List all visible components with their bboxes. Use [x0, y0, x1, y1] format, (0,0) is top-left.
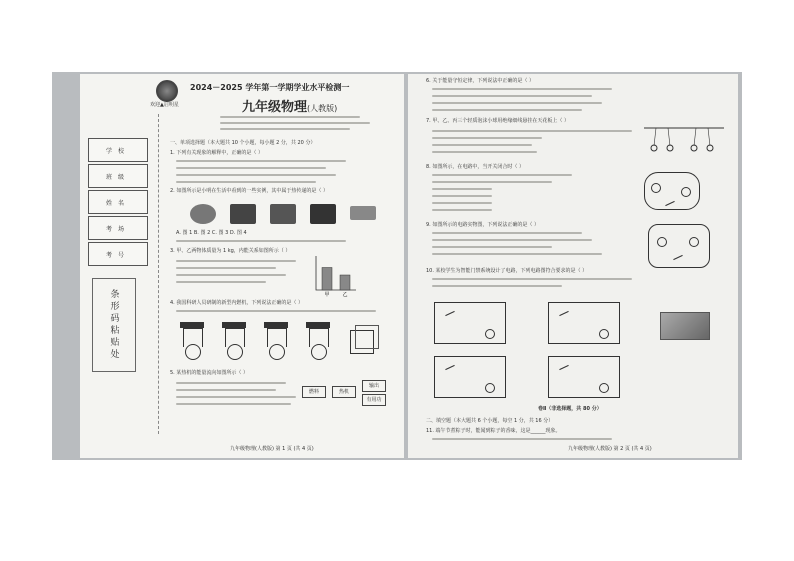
cube-diagram: [350, 330, 374, 354]
field-class: 班级: [88, 164, 148, 188]
student-info-gutter: [80, 138, 155, 398]
part2-heading: 卷Ⅱ（非选择题，共 80 分）: [538, 406, 602, 412]
option-line: [432, 95, 592, 97]
q4-text: 4. 我国科研人员研制的新型内燃机，下列说法正确的是（ ）: [170, 300, 303, 306]
option-line: [176, 181, 316, 183]
iron-image: [350, 206, 376, 220]
q6-text: 6. 关于能量守恒定律，下列说法中正确的是（ ）: [426, 78, 534, 84]
option-line: [176, 274, 286, 276]
option-line: [432, 102, 602, 104]
instruction-line: [220, 128, 350, 130]
hands-image: [230, 204, 256, 224]
circuit-diagram-q9: [648, 224, 710, 268]
slide-image: [310, 204, 336, 224]
option-line: [432, 137, 542, 139]
q10-text: 10. 某校学生为智能门禁系统设计了电路，下列电路图符合要求的是（ ）: [426, 268, 588, 274]
option-line: [432, 174, 572, 176]
right-footer: 九年级物理(人教版) 第 2 页 (共 4 页): [568, 446, 652, 452]
option-line: [176, 167, 326, 169]
q3-text: 3. 甲、乙两物体质量为 1 kg，内能关系如图所示（ ）: [170, 248, 291, 254]
option-line: [176, 267, 276, 269]
option-line: [432, 109, 582, 111]
stove-image: [270, 204, 296, 224]
option-line: [176, 174, 336, 176]
right-page: [408, 74, 738, 458]
q9-text: 9. 如图所示的电路实物图，下列说法正确的是（ ）: [426, 222, 539, 228]
option-line: [432, 88, 612, 90]
left-footer: 九年级物理(人教版) 第 1 页 (共 4 页): [230, 446, 314, 452]
exam-title: 2024－2025 学年第一学期学业水平检测一: [190, 83, 350, 92]
option-line: [432, 232, 582, 234]
bar-0: [322, 268, 332, 291]
field-name: 姓名: [88, 190, 148, 214]
option-line: [432, 246, 552, 248]
option-line: [176, 396, 296, 398]
q7-text: 7. 甲、乙、丙三个轻质泡沫小球用绝缘细线悬挂在天花板上（ ）: [426, 118, 569, 124]
q11-text: 11. 端午节煮粽子时，能闻到粽子的香味，这是______现象。: [426, 428, 561, 434]
brand-text: 欢迎▲启明星: [150, 102, 179, 108]
option-line: [176, 281, 266, 283]
q2-options: A. 图 1 B. 图 2 C. 图 3 D. 图 4: [176, 230, 247, 236]
flow-engine: 热机: [332, 386, 356, 398]
circuit-diagram-q8: [644, 172, 700, 210]
engine-stroke-c: [264, 322, 288, 358]
bar-1: [340, 275, 350, 290]
hanging-balls-diagram: [644, 126, 724, 156]
engine-stroke-a: [180, 322, 204, 358]
section1-heading: 一、单项选择题（本大题共 10 个小题，每小题 2 分，共 20 分）: [170, 140, 316, 146]
option-line: [176, 389, 276, 391]
option-line: [176, 382, 286, 384]
field-school: 学校: [88, 138, 148, 162]
q8-text: 8. 如图所示，在电路中，当开关闭合时（ ）: [426, 164, 524, 170]
q2-text: 2. 如图所示是小明在生活中看到的一些实例，其中属于热传递的是（ ）: [170, 188, 328, 194]
option-line: [176, 310, 376, 312]
cut-line: [158, 114, 159, 434]
field-number: 考号: [88, 242, 148, 266]
option-line: [432, 285, 562, 287]
option-line: [432, 188, 492, 190]
circuit-option-a: [434, 302, 506, 344]
option-line: [432, 195, 492, 197]
kettle-image: [190, 204, 216, 224]
option-line: [432, 209, 492, 211]
bar-label-0: 甲: [324, 292, 330, 298]
option-line: [176, 240, 346, 242]
option-line: [432, 438, 612, 440]
exam-photo: [52, 72, 742, 460]
instruction-line: [220, 122, 370, 124]
section2-heading: 二、填空题（本大题共 6 个小题，每空 1 分，共 16 分）: [426, 418, 554, 424]
option-line: [432, 278, 632, 280]
door-lock-photo: [660, 312, 710, 340]
option-line: [176, 160, 346, 162]
flow-fuel: 燃料: [302, 386, 326, 398]
flow-output: 输出: [362, 380, 386, 392]
circuit-option-c: [434, 356, 506, 398]
flow-useful: 有用功: [362, 394, 386, 406]
option-line: [432, 202, 492, 204]
circuit-option-d: [548, 356, 620, 398]
option-line: [176, 403, 291, 405]
engine-stroke-d: [306, 322, 330, 358]
q5-text: 5. 某热机的能量流向如图所示（ ）: [170, 370, 248, 376]
option-line: [432, 253, 602, 255]
option-line: [432, 181, 552, 183]
subject-title: 九年级物理(人教版): [242, 100, 338, 115]
school-logo-icon: [156, 80, 178, 102]
option-line: [432, 151, 537, 153]
option-line: [432, 239, 592, 241]
barcode-area: 条形码粘贴处: [92, 278, 136, 372]
field-room: 考场: [88, 216, 148, 240]
engine-stroke-b: [222, 322, 246, 358]
left-page: [80, 74, 404, 458]
option-line: [432, 144, 532, 146]
circuit-option-b: [548, 302, 620, 344]
bar-label-1: 乙: [342, 292, 348, 298]
internal-energy-chart: [308, 254, 358, 298]
q1-text: 1. 下列有关现象的解释中，正确的是（ ）: [170, 150, 263, 156]
option-line: [432, 130, 632, 132]
instruction-line: [220, 116, 360, 118]
option-line: [176, 260, 296, 262]
